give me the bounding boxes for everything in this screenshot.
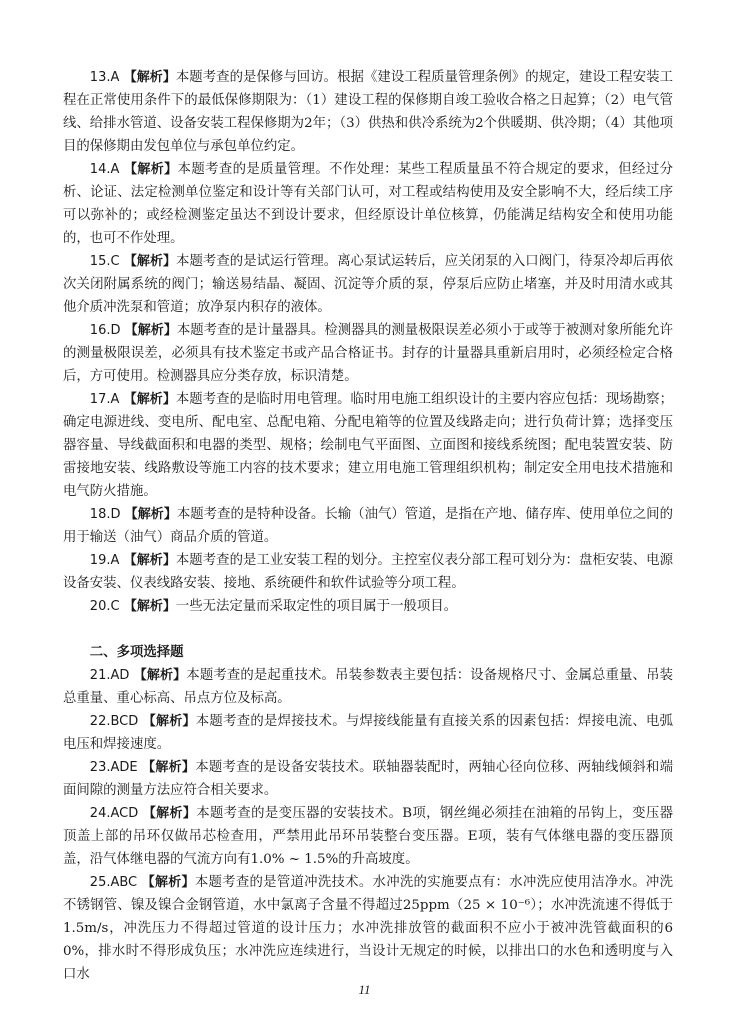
answer-key: 22.BCD: [89, 714, 139, 729]
answer-item-24: [63, 802, 673, 871]
answer-explanation: 本题考查的是管道冲洗技术。水冲洗的实施要点有：水冲洗应使用洁净水。冲洗不锈钢管、镍及镍合金钢管道，水中氯离子含量不得超过25ppm（25 × 10⁻⁶）；水冲洗流速不得低于1.5m/s，冲洗压力不得超过管道的设计压力；水冲洗排放管的截面积不应小于被冲洗管截面积的60%，排水时不得形成负压；水冲洗应连续进行，当设计无规定的时候，以排出口的水色和透明度与入口水: [63, 875, 673, 982]
answer-key: 23.ADE: [89, 760, 138, 775]
answer-key: 16.D: [89, 323, 121, 338]
analysis-tag: 【解析】: [124, 323, 177, 338]
answer-explanation: 本题考查的是计量器具。检测器具的测量极限误差必须小于或等于被测对象所能允许的测量极限误差，必须具有技术鉴定书或产品合格证书。封存的计量器具重新启用时，必须经检定合格后，方可使用。检测器具应分类存放，标识清楚。: [63, 323, 673, 384]
answer-explanation: 本题考查的是工业安装工程的划分。主控室仪表分部工程可划分为：盘柜安装、电源设备安装、仪表线路安装、接地、系统硬件和软件试验等分项工程。: [63, 553, 673, 591]
analysis-tag: 【解析】: [123, 254, 177, 269]
answer-item-19: [63, 549, 673, 595]
analysis-tag: 【解析】: [123, 70, 176, 85]
answer-key: 24.ACD: [89, 806, 139, 821]
answer-item-14: [63, 158, 673, 250]
answer-item-16: [63, 319, 673, 388]
analysis-tag: 【解析】: [142, 714, 196, 729]
analysis-tag: 【解析】: [142, 760, 196, 775]
answer-item-13: [63, 66, 673, 158]
analysis-tag: 【解析】: [123, 599, 176, 614]
analysis-tag: 【解析】: [141, 875, 195, 890]
answer-explanation: 本题考查的是保修与回访。根据《建设工程质量管理条例》的规定，建设工程安装工程在正常使用条件下的最低保修期限为：（1）建设工程的保修期自竣工验收合格之日起算；（2）电气管线、给排水管道、设备安装工程保修期为2年；（3）供热和供冷系统为2个供暖期、供冷期；（4）其他项目的保修期由发包单位与承包单位约定。: [63, 70, 673, 154]
answer-explanation: 本题考查的是设备安装技术。联轴器装配时，两轴心径向位移、两轴线倾斜和端面间隙的测量方法应符合相关要求。: [63, 760, 673, 798]
analysis-tag: 【解析】: [133, 668, 187, 683]
answer-key: 19.A: [89, 553, 120, 568]
single-choice-answers: [63, 66, 673, 618]
analysis-tag: 【解析】: [124, 507, 177, 522]
answer-item-17: [63, 388, 673, 503]
answer-item-23: [63, 756, 673, 802]
analysis-tag: 【解析】: [123, 392, 176, 407]
analysis-tag: 【解析】: [142, 806, 197, 821]
page-number: 11: [358, 982, 371, 997]
answer-item-15: [63, 250, 673, 319]
answer-key: 15.C: [89, 254, 120, 269]
section-heading: 二、多项选择题: [89, 645, 184, 660]
answer-item-22: [63, 710, 673, 756]
answer-explanation: 本题考查的是试运行管理。离心泵试运转后，应关闭泵的入口阀门，待泵冷却后再依次关闭附属系统的阀门；输送易结晶、凝固、沉淀等介质的泵，停泵后应防止堵塞，并及时用清水或其他介质冲洗泵和管道；放净泵内积存的液体。: [63, 254, 673, 315]
answer-key: 13.A: [89, 70, 120, 85]
analysis-tag: 【解析】: [124, 162, 178, 177]
answer-key: 25.ABC: [89, 875, 138, 890]
answer-item-25: [63, 871, 673, 986]
analysis-tag: 【解析】: [123, 553, 176, 568]
answer-item-21: [63, 664, 673, 710]
answer-key: 21.AD: [89, 668, 130, 683]
answer-key: 20.C: [89, 599, 120, 614]
document-page: [63, 66, 673, 986]
answer-key: 14.A: [89, 162, 120, 177]
answer-item-20: [63, 595, 673, 618]
answer-explanation: 本题考查的是特种设备。长输（油气）管道，是指在产地、储存库、使用单位之间的用于输送（油气）商品介质的管道。: [63, 507, 673, 545]
answer-key: 18.D: [89, 507, 121, 522]
answer-explanation: 本题考查的是起重技术。吊装参数表主要包括：设备规格尺寸、金属总重量、吊装总重量、重心标高、吊点方位及标高。: [63, 668, 673, 706]
answer-key: 17.A: [89, 392, 120, 407]
answer-explanation: 本题考查的是焊接技术。与焊接线能量有直接关系的因素包括：焊接电流、电弧电压和焊接速度。: [63, 714, 673, 752]
answer-item-18: [63, 503, 673, 549]
answer-explanation: 本题考查的是质量管理。不作处理：某些工程质量虽不符合规定的要求，但经过分析、论证、法定检测单位鉴定和设计等有关部门认可，对工程或结构使用及安全影响不大，经后续工序可以弥补的；或经检测鉴定虽达不到设计要求，但经原设计单位核算，仍能满足结构安全和使用功能的，也可不作处理。: [63, 162, 673, 246]
answer-explanation: 本题考查的是临时用电管理。临时用电施工组织设计的主要内容应包括：现场勘察；确定电源进线、变电所、配电室、总配电箱、分配电箱等的位置及线路走向；进行负荷计算；选择变压器容量、导线截面积和电器的类型、规格；绘制电气平面图、立面图和接线系统图；配电装置安装、防雷接地安装、线路敷设等施工内容的技术要求；建立用电施工管理组织机构；制定安全用电技术措施和电气防火措施。: [63, 392, 673, 499]
multiple-choice-answers: [63, 664, 673, 986]
answer-explanation: 一些无法定量而采取定性的项目属于一般项目。: [175, 599, 458, 614]
answer-explanation: 本题考查的是变压器的安装技术。B项，钢丝绳必须挂在油箱的吊钩上，变压器顶盖上部的吊环仅做吊芯检查用，严禁用此吊环吊装整台变压器。E项，装有气体继电器的变压器顶盖，沿气体继电器的气流方向有1.0% ~ 1.5%的升高坡度。: [63, 806, 673, 867]
